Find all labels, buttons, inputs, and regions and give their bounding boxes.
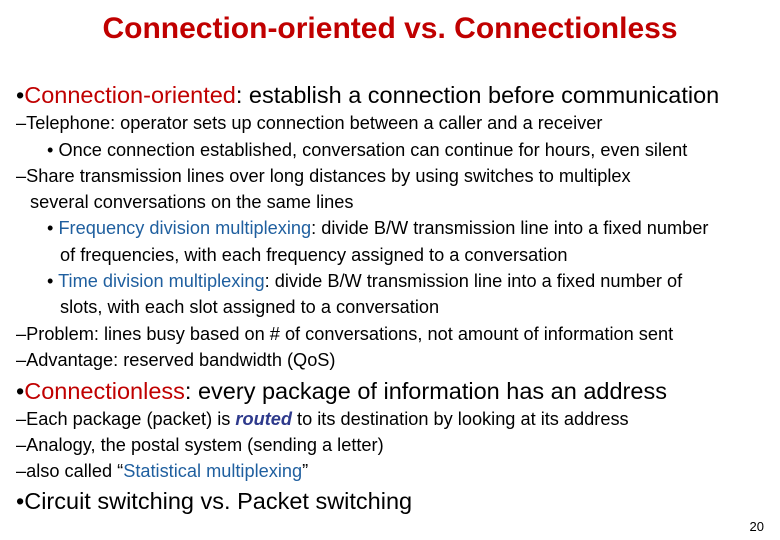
subbullet-analogy: –Analogy, the postal system (sending a letter)	[16, 435, 384, 455]
subbullet-telephone: –Telephone: operator sets up connection between a caller and a receiver	[16, 113, 603, 133]
page-number: 20	[749, 519, 764, 534]
subbullet-statistical: –also called “Statistical multiplexing”	[16, 461, 309, 481]
bullet-circuit-vs-packet: •Circuit switching vs. Packet switching	[16, 488, 413, 514]
term-tdm: Time division multiplexing	[58, 271, 265, 291]
term-routed: routed	[235, 409, 292, 429]
subbullet-advantage: –Advantage: reserved bandwidth (QoS)	[16, 350, 336, 370]
bullet-connectionless: •Connectionless: every package of information has an address	[16, 378, 667, 404]
subbullet-share-lines: –Share transmission lines over long distances by using switches to multiplex	[16, 166, 631, 186]
subsubbullet-fdm-cont: of frequencies, with each frequency assigned to a conversation	[60, 245, 568, 265]
subbullet-problem: –Problem: lines busy based on # of conversations, not amount of information sent	[16, 324, 674, 344]
slide-title: Connection-oriented vs. Connectionless	[102, 12, 678, 45]
term-statistical-multiplexing: Statistical multiplexing	[123, 461, 303, 481]
subbullet-packet-routed: –Each package (packet) is routed to its destination by looking at its address	[16, 409, 629, 429]
subsubbullet-tdm: • Time division multiplexing: divide B/W transmission line into a fixed number of	[47, 271, 683, 291]
subsubbullet-tdm-cont: slots, with each slot assigned to a conversation	[60, 297, 440, 317]
term-connectionless: Connectionless	[24, 378, 185, 404]
subbullet-share-lines-cont: several conversations on the same lines	[30, 192, 354, 212]
subsubbullet-conversation: • Once connection established, conversation can continue for hours, even silent	[47, 140, 688, 160]
term-connection-oriented: Connection-oriented	[24, 82, 236, 108]
subsubbullet-fdm: • Frequency division multiplexing: divide B/W transmission line into a fixed number	[47, 218, 709, 238]
bullet-connection-oriented: •Connection-oriented: establish a connection before communication	[16, 82, 720, 108]
term-fdm: Frequency division multiplexing	[58, 218, 312, 238]
